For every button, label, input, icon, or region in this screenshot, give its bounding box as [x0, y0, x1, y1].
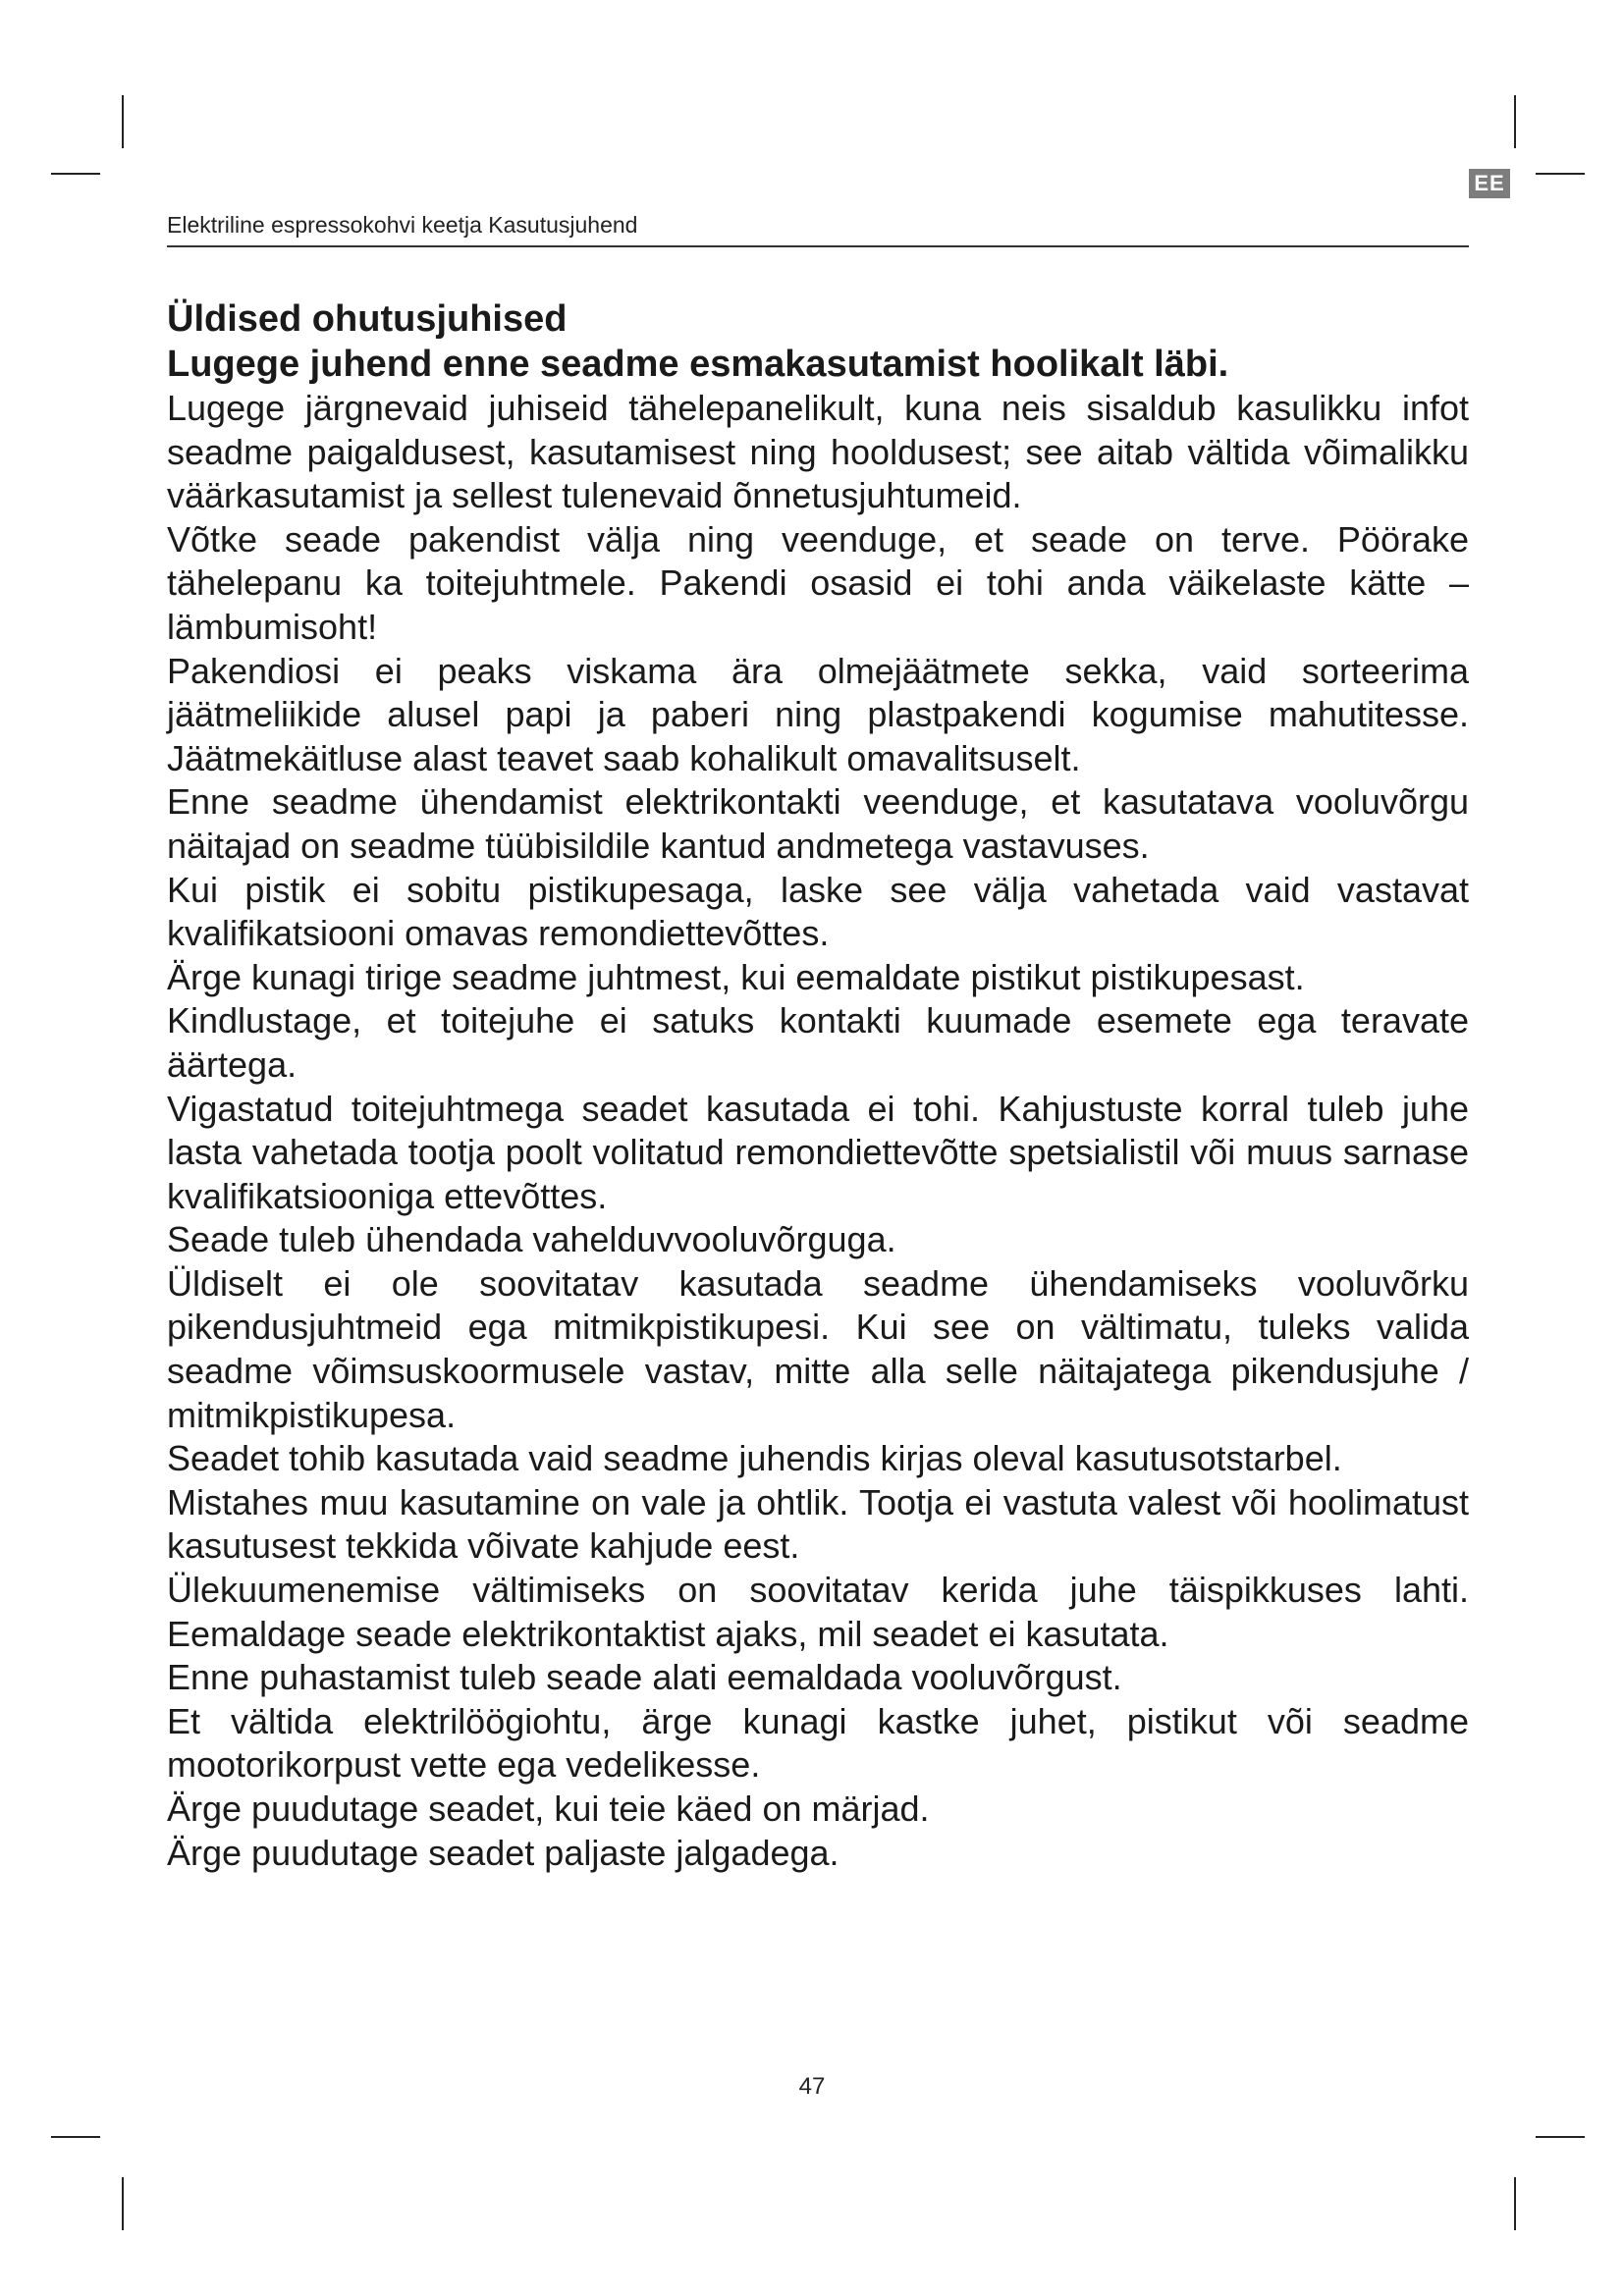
safety-paragraph: Pakendiosi ei peaks viskama ära olmejäätmete sekka, vaid sorteerima jäätmeliikide alusel papi ja paberi ning plastpakendi kogumise mahutitesse. Jäätmekäitluse alast teavet saab kohalikult omavalitsuselt.	[167, 650, 1469, 778]
header-divider	[167, 245, 1469, 247]
running-header: Elektriline espressokohvi keetja Kasutusjuhend	[167, 212, 638, 238]
safety-paragraph: Lugege järgnevaid juhiseid tähelepanelikult, kuna neis sisaldub kasulikku infot seadme paigaldusest, kasutamisest ning hooldusest; see aitab vältida võimalikku väärkasutamist ja sellest tulenevaid õnnetusjuhtumeid.	[167, 388, 1469, 516]
safety-paragraph: Ülekuumenemise vältimiseks on soovitatav kerida juhe täispikkuses lahti. Eemaldage seade elektrikontaktist ajaks, mil seadet ei kasutata.	[167, 1570, 1469, 1654]
safety-paragraph: Seade tuleb ühendada vahelduvvooluvõrguga.	[167, 1219, 896, 1260]
page-number: 47	[798, 2073, 826, 2100]
safety-paragraph: Mistahes muu kasutamine on vale ja ohtlik. Tootja ei vastuta valest või hoolimatust kasutusest tekkida võivate kahjude eest.	[167, 1481, 1469, 1567]
safety-paragraph: Vigastatud toitejuhtmega seadet kasutada ei tohi. Kahjustuste korral tuleb juhe lasta vahetada tootja poolt volitatud remondiettevõtte spetsialistil või muus sarnase kvalifikatsiooniga ettevõttes.	[167, 1088, 1469, 1216]
crop-mark-top-left-vertical	[122, 95, 124, 148]
section-title: Üldised ohutusjuhised	[167, 298, 568, 340]
safety-paragraph: Ärge puudutage seadet, kui teie käed on märjad.	[167, 1789, 930, 1829]
safety-paragraph: Üldiselt ei ole soovitatav kasutada seadme ühendamiseks vooluvõrku pikendusjuhtmeid ega mitmikpistikupesi. Kui see on vältimatu, tuleks valida seadme võimsuskoormusele vastav, mitte alla selle näitajatega pikendusjuhe / mitmikpistikupesa.	[167, 1262, 1469, 1435]
language-badge: EE	[1469, 169, 1510, 198]
safety-paragraph: Kindlustage, et toitejuhe ei satuks kontakti kuumade esemete ega teravate äärtega.	[167, 1000, 1469, 1085]
safety-paragraph: Seadet tohib kasutada vaid seadme juhendis kirjas oleval kasutusotstarbel.	[167, 1438, 1342, 1479]
safety-paragraph: Enne puhastamist tuleb seade alati eemaldada vooluvõrgust.	[167, 1657, 1122, 1698]
safety-instructions	[167, 387, 1469, 1875]
safety-paragraph: Ärge kunagi tirige seadme juhtmest, kui eemaldate pistikut pistikupesast.	[167, 956, 1305, 997]
lead-instruction: Lugege juhend enne seadme esmakasutamist hoolikalt läbi.	[167, 344, 1229, 385]
safety-paragraph: Enne seadme ühendamist elektrikontakti veenduge, et kasutatava vooluvõrgu näitajad on seadme tüübisildile kantud andmetega vastavuses.	[167, 781, 1469, 866]
crop-mark-top-left-horizontal	[51, 173, 100, 175]
main-content	[167, 296, 1469, 1875]
crop-mark-bottom-left-vertical	[122, 2177, 124, 2230]
crop-mark-bottom-right-horizontal	[1536, 2136, 1585, 2138]
safety-paragraph: Kui pistik ei sobitu pistikupesaga, laske see välja vahetada vaid vastavat kvalifikatsiooni omavas remondiettevõttes.	[167, 869, 1469, 954]
safety-paragraph: Et vältida elektrilöögiohtu, ärge kunagi kastke juhet, pistikut või seadme mootorikorpust vette ega vedelikesse.	[167, 1700, 1469, 1786]
safety-paragraph: Ärge puudutage seadet paljaste jalgadega.	[167, 1832, 839, 1873]
crop-mark-top-right-vertical	[1514, 95, 1516, 148]
crop-mark-top-right-horizontal	[1536, 173, 1585, 175]
crop-mark-bottom-left-horizontal	[51, 2136, 100, 2138]
crop-mark-bottom-right-vertical	[1514, 2177, 1516, 2230]
safety-paragraph: Võtke seade pakendist välja ning veenduge, et seade on terve. Pöörake tähelepanu ka toitejuhtmele. Pakendi osasid ei tohi anda väikelaste kätte – lämbumisoht!	[167, 518, 1469, 647]
